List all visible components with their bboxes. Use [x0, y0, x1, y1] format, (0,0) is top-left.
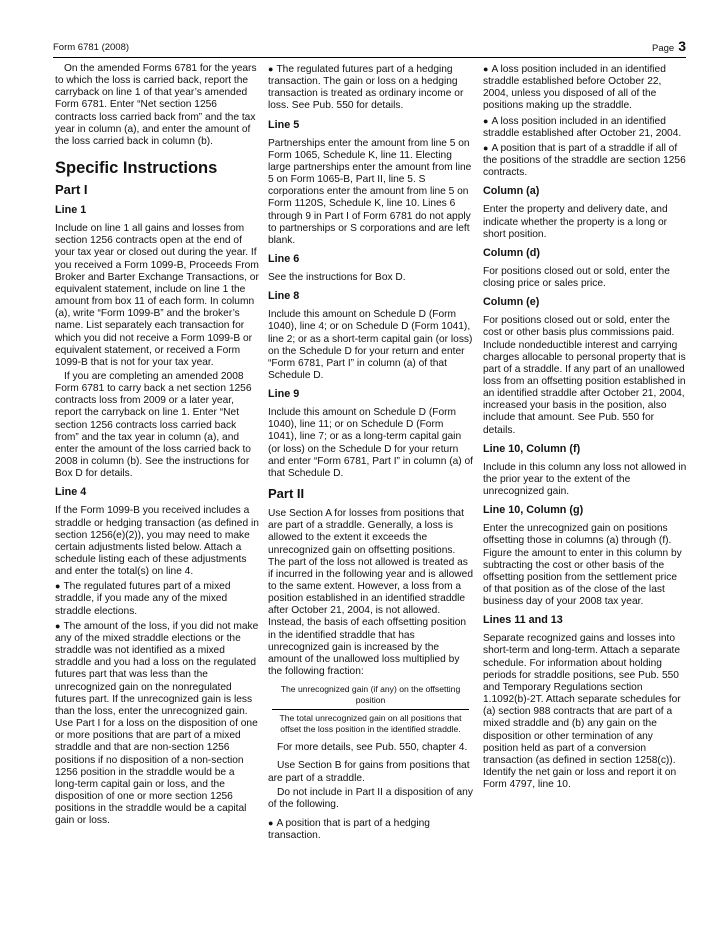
line-5-heading: Line 5 — [268, 118, 300, 131]
page-number: 3 — [678, 38, 686, 54]
specific-instructions-heading: Specific Instructions — [55, 159, 218, 178]
page-header — [53, 38, 686, 56]
line-4-bullet-loss-amount: ● The amount of the loss, if you did not make any of the mixed straddle elections or the straddle was not identified as a mixed straddle and you had a loss on the regulated futures part that was less than the unrecognized gain on the nonregulated futures part. If the unrecognized gain is less than the loss, enter the unrecognized gain. Use Part I for a loss on the disposition of one or more positions that are part of a mixed straddle and that are non-section 1256 positions if no disposition of a non-section 1256 position in the straddle would be a long-term capital gain or loss, and the disposition of one or more section 1256 positions in the straddle would be a capital gain or loss. — [55, 620, 260, 828]
line-8-heading: Line 8 — [268, 290, 300, 303]
column-3 — [483, 63, 688, 797]
line-5-paragraph: Partnerships enter the amount from line 5 on Form 1065, Schedule K, line 11. Electing large partnerships enter the amount from line 5 on Form 1065-B, Part II, line 5. S corporations enter the amount from line 5 on Form 1120S, Schedule K, line 10. Lines 6 through 9 in Part I of Form 6781 do not apply to partnerships or S corporations and are left blank. — [268, 137, 472, 246]
loss-fraction — [272, 684, 469, 734]
line-9-heading: Line 9 — [268, 388, 300, 401]
column-1 — [55, 63, 260, 833]
line-1-paragraph: Include on line 1 all gains and losses from section 1256 contracts open at the end of your tax year or closed out during the year. If you received a Form 1099-B, Proceeds From Broker and Barter Exchange Transactions, or equivalent statement, include on line 1 the amount from box 11 of each form. In column (a), write “Form 1099-B” and the broker’s name. List separately each transaction for which you did not receive a Form 1099-B or equivalent statement, or received a Form 1099-B that is not for your tax year. — [55, 223, 259, 368]
lines-11-13-heading: Lines 11 and 13 — [483, 614, 563, 627]
part-2-paragraph: Use Section A for losses from positions that are part of a straddle. Generally, a loss is allowed to the extent it exceeds the unrecognized gain on offsetting positions. The part of the loss not allowed is treated as if incurred in the following year and is allowed to the same extent. However, a loss from a position established in an identified straddle after October 21, 2004, is not allowed. Instead, the basis of each offsetting position in the identified straddle that has unrecognized gain is increased by the amount of the unallowed loss multiplied by the following fraction: — [268, 508, 473, 678]
column-a-paragraph: Enter the property and delivery date, and indicate whether the property is a long or short position. — [483, 204, 668, 240]
line-10-column-g-paragraph: Enter the unrecognized gain on positions offsetting those in columns (a) through (f). Figure the amount to enter in this column by subtracting the cost or other basis of the offsetting position from the settlement price of that position as of the close of the last business day of your 2008 tax year. — [483, 523, 682, 608]
section-1256-straddle-bullet: ● A position that is part of a straddle if all of the positions of the straddle are section 1256 contracts. — [483, 142, 688, 179]
line-4-bullet-mixed-straddle: ● The regulated futures part of a mixed straddle, if you made any of the mixed straddle elections. — [55, 580, 260, 617]
column-e-paragraph: For positions closed out or sold, enter the cost or other basis plus commissions paid. Include nondeductible interest and carrying charges allocable to personal property that is part of a straddle. If any part of an unallowed loss from an offsetting position established in an identified straddle after October 21, 2004, increased your basis in the position, also include that amount. See Pub. 550 for details. — [483, 315, 686, 436]
line-1-amended-paragraph: If you are completing an amended 2008 Form 6781 to carry back a net section 1256 contracts loss from 2009 or a later year, report the carryback on line 1. Enter “Net section 1256 contracts loss carried back from” and the tax year in column (a), and enter the amount of the loss carried back to 2008 in column (b). See the instructions for Box D for details. — [55, 370, 252, 480]
line-10-column-g-heading: Line 10, Column (g) — [483, 504, 584, 517]
line-4-paragraph: If the Form 1099-B you received includes a straddle or hedging transaction (as defined in section 1256(e)(2)), you may need to make certain adjustments listed below. Attach a schedule listing each of these adjustments and enter the total(s) on line 4. — [55, 505, 259, 578]
fraction-denominator: The total unrecognized gain on all positions that offset the loss position in the identified straddle. — [279, 713, 462, 734]
amended-paragraph: On the amended Forms 6781 for the years to which the loss is carried back, report the carryback on line 1 of that year’s amended Form 6781. Enter “Net section 1256 contracts loss carried back from” and the tax year in column (a), and enter the amount of the loss carried back in column (b). — [55, 63, 257, 147]
section-b-paragraph: Use Section B for gains from positions that are part of a straddle. — [268, 760, 470, 784]
part-2-heading: Part II — [268, 486, 305, 502]
lines-11-13-paragraph: Separate recognized gains and losses into short-term and long-term. Attach a separate schedule. For information about holding periods for straddle positions, see Pub. 550 and Temporary Regulations section 1.1092(b)-2T. Attach separate schedules for (a) section 988 contracts that are part of a mixed straddle and (b) any gain on the disposition or other termination of any position held as part of a conversion transaction (as defined in section 1258(c)). Identify the net gain or loss and report it on Form 4797, line 10. — [483, 633, 681, 791]
column-2 — [268, 63, 473, 848]
hedging-position-bullet: ● A position that is part of a hedging transaction. — [268, 817, 473, 842]
column-d-heading: Column (d) — [483, 246, 540, 259]
part-1-heading: Part I — [55, 182, 88, 198]
form-title: Form 6781 (2008) — [53, 42, 130, 53]
line-8-paragraph: Include this amount on Schedule D (Form 1040), line 4; or on Schedule D (Form 1041), line 2; or as a short-term capital gain (or loss) on the Schedule D for your return and enter “Form 6781, Part I” in column (a) of that Schedule D. — [268, 309, 473, 381]
line-10-column-f-paragraph: Include in this column any loss not allowed in the prior year to the extent of the unrecognized gain. — [483, 461, 687, 498]
do-not-include-paragraph: Do not include in Part II a disposition of any of the following. — [268, 786, 473, 810]
line-6-heading: Line 6 — [268, 253, 300, 266]
column-a-heading: Column (a) — [483, 185, 540, 198]
line-10-column-f-heading: Line 10, Column (f) — [483, 442, 581, 455]
header-rule — [53, 57, 686, 58]
column-d-paragraph: For positions closed out or sold, enter the closing price or sales price. — [483, 265, 670, 290]
more-details-paragraph: For more details, see Pub. 550, chapter 4. — [277, 742, 468, 754]
loss-position-after-bullet: ● A loss position included in an identified straddle established after October 21, 2004. — [483, 115, 688, 140]
line-9-paragraph: Include this amount on Schedule D (Form 1040), line 11; or on Schedule D (Form 1041), line 7; or as a long-term capital gain (or loss) on the Schedule D for your return and enter “Form 6781, Part I” in column (a) of that Schedule D. — [268, 407, 473, 479]
fraction-numerator: The unrecognized gain (if any) on the offsetting position — [272, 684, 469, 710]
page-indicator — [652, 38, 686, 54]
hedging-bullet: ● The regulated futures part of a hedging transaction. The gain or loss on a hedging transaction is treated as ordinary income or loss. See Pub. 550 for details. — [268, 63, 473, 113]
line-1-heading: Line 1 — [55, 204, 87, 217]
page-label: Page — [652, 43, 675, 54]
line-4-heading: Line 4 — [55, 486, 87, 499]
line-6-paragraph: See the instructions for Box D. — [268, 272, 406, 284]
column-e-heading: Column (e) — [483, 296, 540, 309]
loss-position-before-bullet: ● A loss position included in an identified straddle established before October 22, 2004, unless you disposed of all of the positions making up the straddle. — [483, 63, 688, 113]
